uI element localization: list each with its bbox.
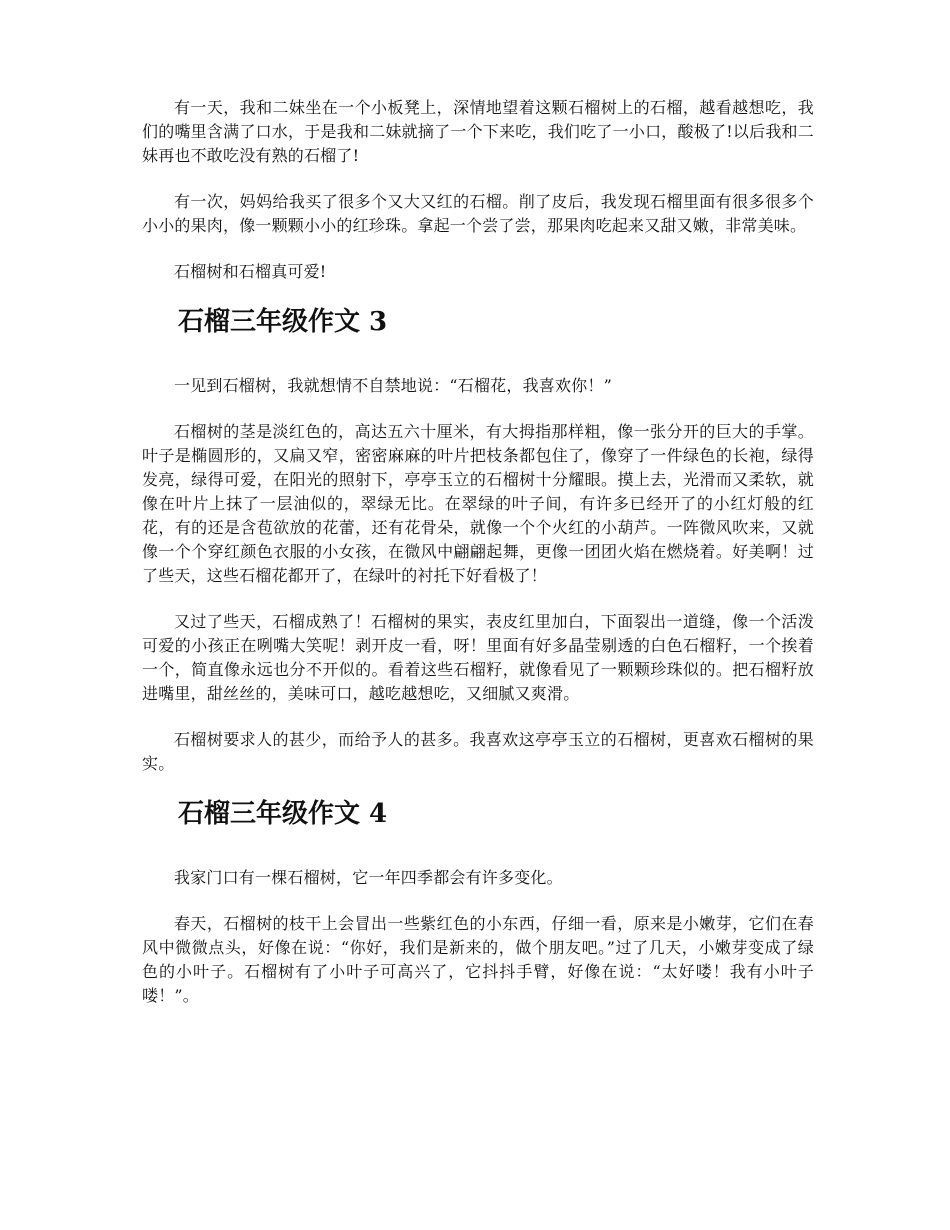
paragraph: 有一天，我和二妹坐在一个小板凳上，深情地望着这颗石榴树上的石榴，越看越想吃，我们的嘴里含满了口水，于是我和二妹就摘了一个下来吃，我们吃了一小口，酸极了!以后我和二妹再也不敢吃没有熟的石榴了! [142,98,814,165]
paragraph: 我家门口有一棵石榴树，它一年四季都会有许多变化。 [174,868,563,887]
paragraph: 石榴树和石榴真可爱! [174,262,327,281]
paragraph: 一见到石榴树，我就想情不自禁地说：“石榴花，我喜欢你！” [174,376,612,395]
essay-3-title: 石榴三年级作文 3 [178,307,388,337]
essay-4-title: 石榴三年级作文 4 [178,799,388,829]
paragraph: 有一次，妈妈给我买了很多个又大又红的石榴。削了皮后，我发现石榴里面有很多很多个小小的果肉，像一颗颗小小的红珍珠。拿起一个尝了尝，那果肉吃起来又甜又嫩，非常美味。 [142,192,814,235]
document-page [142,96,814,1030]
paragraph: 又过了些天，石榴成熟了！石榴树的果实，表皮红里加白，下面裂出一道缝，像一个活泼可爱的小孩正在咧嘴大笑呢！剥开皮一看，呀！里面有好多晶莹剔透的白色石榴籽，一个挨着一个，简直像永远也分不开似的。看着这些石榴籽，就像看见了一颗颗珍珠似的。把石榴籽放进嘴里，甜丝丝的，美味可口，越吃越想吃，又细腻又爽滑。 [142,612,814,703]
paragraph: 石榴树要求人的甚少，而给予人的甚多。我喜欢这亭亭玉立的石榴树，更喜欢石榴树的果实。 [142,730,814,773]
paragraph: 石榴树的茎是淡红色的，高达五六十厘米，有大拇指那样粗，像一张分开的巨大的手掌。叶子是椭圆形的，又扁又窄，密密麻麻的叶片把枝条都包住了，像穿了一件绿色的长袍，绿得发亮，绿得可爱，在阳光的照射下，亭亭玉立的石榴树十分耀眼。摸上去，光滑而又柔软，就像在叶片上抹了一层油似的，翠绿无比。在翠绿的叶子间，有许多已经开了的小红灯般的红花，有的还是含苞欲放的花蕾，还有花骨朵，就像一个个火红的小葫芦。一阵微风吹来，又就像一个个穿红颜色衣服的小女孩，在微风中翩翩起舞，更像一团团火焰在燃烧着。好美啊！过了些天，这些石榴花都开了，在绿叶的衬托下好看极了！ [142,422,814,585]
paragraph: 春天，石榴树的枝干上会冒出一些紫红色的小东西，仔细一看，原来是小嫩芽，它们在春风中微微点头，好像在说：“你好，我们是新来的，做个朋友吧。”过了几天，小嫩芽变成了绿色的小叶子。石榴树有了小叶子可高兴了，它抖抖手臂，好像在说：“太好喽！我有小叶子喽！”。 [142,914,814,1005]
